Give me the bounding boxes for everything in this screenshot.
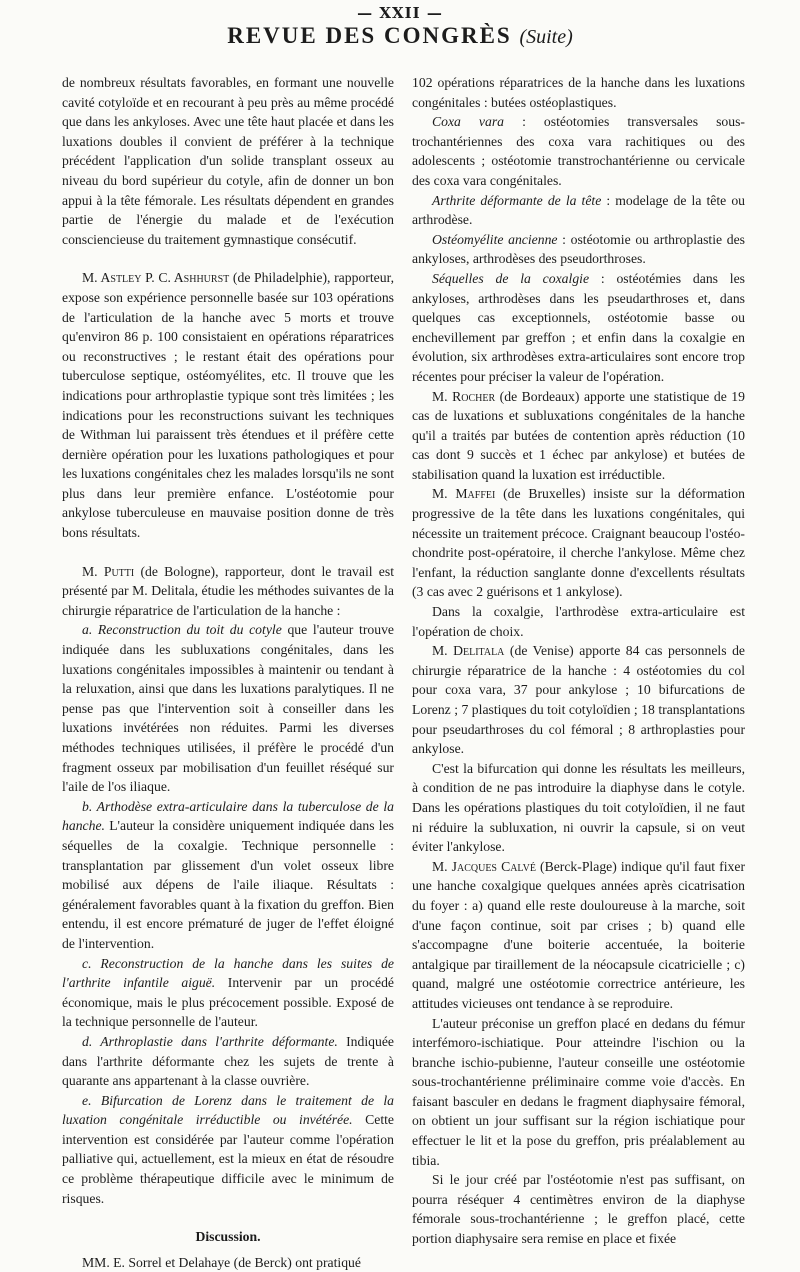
paragraph-jour: Si le jour créé par l'ostéotomie n'est pas suffisant, on pourra réséquer 4 centimètres environ de la diaphyse fémorale sous-trochantérienne ; le greffon placé, cette portion diaphysaire sera remise en place et fixée — [412, 1172, 745, 1247]
item-label: e. Bifurcation de Lorenz dans le traitement de la luxation congénitale irréductible ou invétérée. — [62, 1092, 394, 1128]
paragraph-bifurcation: C'est la bifurcation qui donne les résultats les meilleurs, à condition de ne pas introduire la diaphyse dans le cotyle. Dans les opérations plastiques du toit cotyloïdien, il ne faut ni réduire la subluxation, ni ouvrir la capsule, si on veut éviter l'ankylose. — [412, 760, 745, 855]
author-name: M. Astley P. C. Ashhurst — [82, 270, 230, 286]
item-text: : ostéotomies transversales sous-trochantériennes des coxa vara rachitiques ou des adolescents ; ostéotomie transtrochantérienne ou cervicale des coxa vara congénitales. — [412, 114, 745, 188]
item-text: Indiquée dans l'arthrite déformante chez les sujets de trente à quarante ans appartenant à la classe ouvrière. — [62, 1033, 394, 1089]
item-label: Séquelles de la coxalgie — [432, 270, 590, 286]
paragraph-greffon: L'auteur préconise un greffon placé en dedans du fémur interfémoro-ischiatique. Pour atteindre l'ischion ou la branche ischio-pubienne, l'auteur conseille une ostéotomie sous-trochantérienne préliminaire comme voie d'accès. En faisant basculer en dedans le fragment diaphysaire fémoral, on obtient un jour suffisant sur la région ischiatique pour effectuer le lit et la pose du greffon, pris préalablement au tibia. — [412, 1015, 745, 1168]
paragraph-coxalgie: Dans la coxalgie, l'arthrodèse extra-articulaire est l'opération de choix. — [412, 604, 745, 639]
author-name: M. Maffei — [432, 486, 496, 502]
item-d — [62, 1032, 394, 1091]
item-label: d. Arthroplastie dans l'arthrite déformante. — [82, 1033, 338, 1049]
page-header — [0, 4, 800, 51]
author-name: M. Delitala — [432, 643, 505, 659]
title-suffix: (Suite) — [519, 26, 573, 48]
left-column — [62, 73, 394, 1272]
paragraph: de nombreux résultats favorables, en formant une nouvelle cavité cotyloïde et en recourant à peu près au même procédé que dans les ankyloses. Avec une tête haut placée et dans les luxations doubles il convient de préférer à la technique précédent l'application d'un solide transplant osseux au niveau du bord supérieur du cotyle, afin de donner un bon appui à la tête fémorale. Les résultats dépendent en grandes partie de l'énergie du malade et de l'exécution consciencieuse du traitement gymnastique consécutif. — [62, 75, 394, 247]
paragraph-text: (de Bruxelles) insiste sur la déformation progressive de la tête dans les luxations congénitales, qui nécessite un traitement précoce. Craignant beaucoup l'ostéo-chondrite post-opératoire, il cherche l'ankylose. Même chez l'enfant, la réduction sanglante donne d'excellents résultats (3 cas avec 2 guérisons et 1 ankylose). — [412, 486, 745, 600]
paragraph-ashhurst — [62, 268, 394, 542]
paragraph-maffei — [412, 484, 745, 602]
item-label: a. Reconstruction du toit du cotyle — [82, 622, 282, 638]
author-name: M. Jacques Calvé — [432, 858, 536, 874]
sequelles — [412, 269, 745, 387]
item-text: : ostéotémies dans les ankyloses, arthrodèses dans les pseudarthroses et, dans quelques cas exceptionnels, ostéotomie basse ou enchevillement par greffon ; et enfin dans la coxalgie en évolution, six arthrodèses extra-articulaires sont encore trop récentes pour préciser la valeur de l'opération. — [412, 270, 745, 384]
author-name: M. Rocher — [432, 388, 496, 404]
paragraph-delitala — [412, 641, 745, 759]
paragraph-rocher — [412, 387, 745, 485]
item-text: L'auteur la considère uniquement indiquée dans les séquelles de la coxalgie. Technique personnelle : transplantation par glissement d'un volet osseux libre mobilisé aux dépens de l'aile iliaque. Résultats : généralement favorables quant à la fixation du greffon. Bien entendu, il est encore prématuré de juger de l'effet éloigné de l'intervention. — [62, 818, 394, 951]
title-main: REVUE DES CONGRÈS — [227, 23, 512, 48]
right-column — [412, 73, 745, 1249]
item-label: c. Reconstruction de la hanche dans les suites de l'arthrite infantile aiguë. — [62, 955, 394, 991]
discussion-text: MM. E. Sorrel et Delahaye (de Berck) ont pratiqué — [82, 1254, 361, 1270]
item-label: b. Arthodèse extra-articulaire dans la tuberculose de la hanche. — [62, 798, 394, 834]
paragraph-text: (de Philadelphie), rapporteur, expose son expérience personnelle basée sur 103 opérations de l'articulation de la hanche avec 5 morts et trouve qu'environ 86 p. 100 consistaient en opérations réparatrices ou reconstructives ; le restant était des opérations pour tuberculose septique, ostéomyélites, etc. Il trouve que les indications pour arthroplastie typique sont très limitées ; les indications pour les reconstructions suivant les techniques de Withman lui paraissent très étendues et il préfère cette dernière opération pour les luxations pathologiques et pour les luxations congénitales chez les malades lorsqu'ils ne sont plus dans leur première enfance. L'ostéotomie pour ankylose tuberculeuse en mauvaise position donne de très bons résultats. — [62, 270, 394, 541]
paragraph-text: (Berck-Plage) indique qu'il faut fixer une hanche coxalgique quelques années après cicatrisation du foyer : a) quand elle reste douloureuse à la marche, soit d'une façon continue, soit par crises ; b) quand elle s'accompagne d'une boiterie accentuée, la boiterie antalgique par tiraillement de la néocapsule cicatricielle ; c) quand, malgré une ostéotomie correctrice antérieure, les attitudes vicieuses ont tendance à se reproduire. — [412, 858, 746, 1011]
osteomyelite — [412, 230, 745, 269]
arthrite-deformante — [412, 191, 745, 230]
paragraph: 102 opérations réparatrices de la hanche dans les luxations congénitales : butées ostéoplastiques. — [412, 75, 745, 110]
item-text: Intervenir par un procédé économique, mais le plus précocement possible. Exposé de la technique personnelle de l'auteur. — [62, 975, 394, 1030]
paragraph-calve — [412, 857, 745, 1014]
item-label: Ostéomyélite ancienne — [432, 231, 558, 247]
item-c — [62, 954, 394, 1032]
paragraph-text: (de Bordeaux) apporte une statistique de 19 cas de luxations et subluxations congénitales de la hanche qu'il a traités par butées de contention après réduction (10 cas dont 9 succès et 1 échec par ankylose) et butées de stabilisation quand la luxation est irréductible. — [412, 388, 745, 482]
page-title — [0, 22, 800, 51]
paragraph-text: (de Venise) apporte 84 cas personnels de chirurgie réparatrice de la hanche : 4 ostéotomies du col pour coxa vara, 37 pour ankylose ; 10 bifurcations de Lorenz ; 7 plastiques du toit cotyloïdien ; 18 transplantations pour pseudarthroses du col fémoral ; 8 arthroplasties pour ankylose. — [412, 643, 745, 757]
item-b — [62, 797, 394, 954]
page-number: — XXII — — [357, 4, 443, 22]
coxa-vara — [412, 112, 745, 190]
item-text: : modelage de la tête ou arthrodèse. — [412, 192, 746, 228]
item-e — [62, 1091, 394, 1209]
item-label: Coxa vara — [432, 114, 505, 130]
paragraph-text: (de Bologne), rapporteur, dont le travail est présenté par M. Delitala, étudie les méthodes suivantes de la chirurgie réparatrice de l'articulation de la hanche : — [62, 563, 394, 618]
paragraph-putti — [62, 562, 394, 621]
author-name: M. Putti — [82, 563, 135, 579]
item-text: Cette intervention est considérée par l'auteur comme l'opération palliative qui, actuellement, est la mieux en état de résoudre ce problème thérapeutique difficile avec le minimum de risques. — [62, 1112, 394, 1206]
item-label: Arthrite déformante de la tête — [432, 192, 602, 208]
item-a — [62, 620, 394, 796]
discussion-heading: Discussion. — [195, 1229, 261, 1245]
item-text: : ostéotomie ou arthroplastie des ankyloses, arthrodèses des pseudorthroses. — [412, 231, 745, 267]
item-text: que l'auteur trouve indiquée dans les subluxations congénitales, dans les luxations congénitales impossibles à maintenir ou tendant à la reluxation, ainsi que dans les luxations paralytiques. Il ne pense pas que l'intervention soit à conseiller dans les luxations invétérées non réduites. Parmi les diverses méthodes techniques utilisées, il préfère le procédé d'un fragment osseux par mobilisation d'un feuillet réséqué sur l'aile de l'os iliaque. — [62, 622, 395, 795]
